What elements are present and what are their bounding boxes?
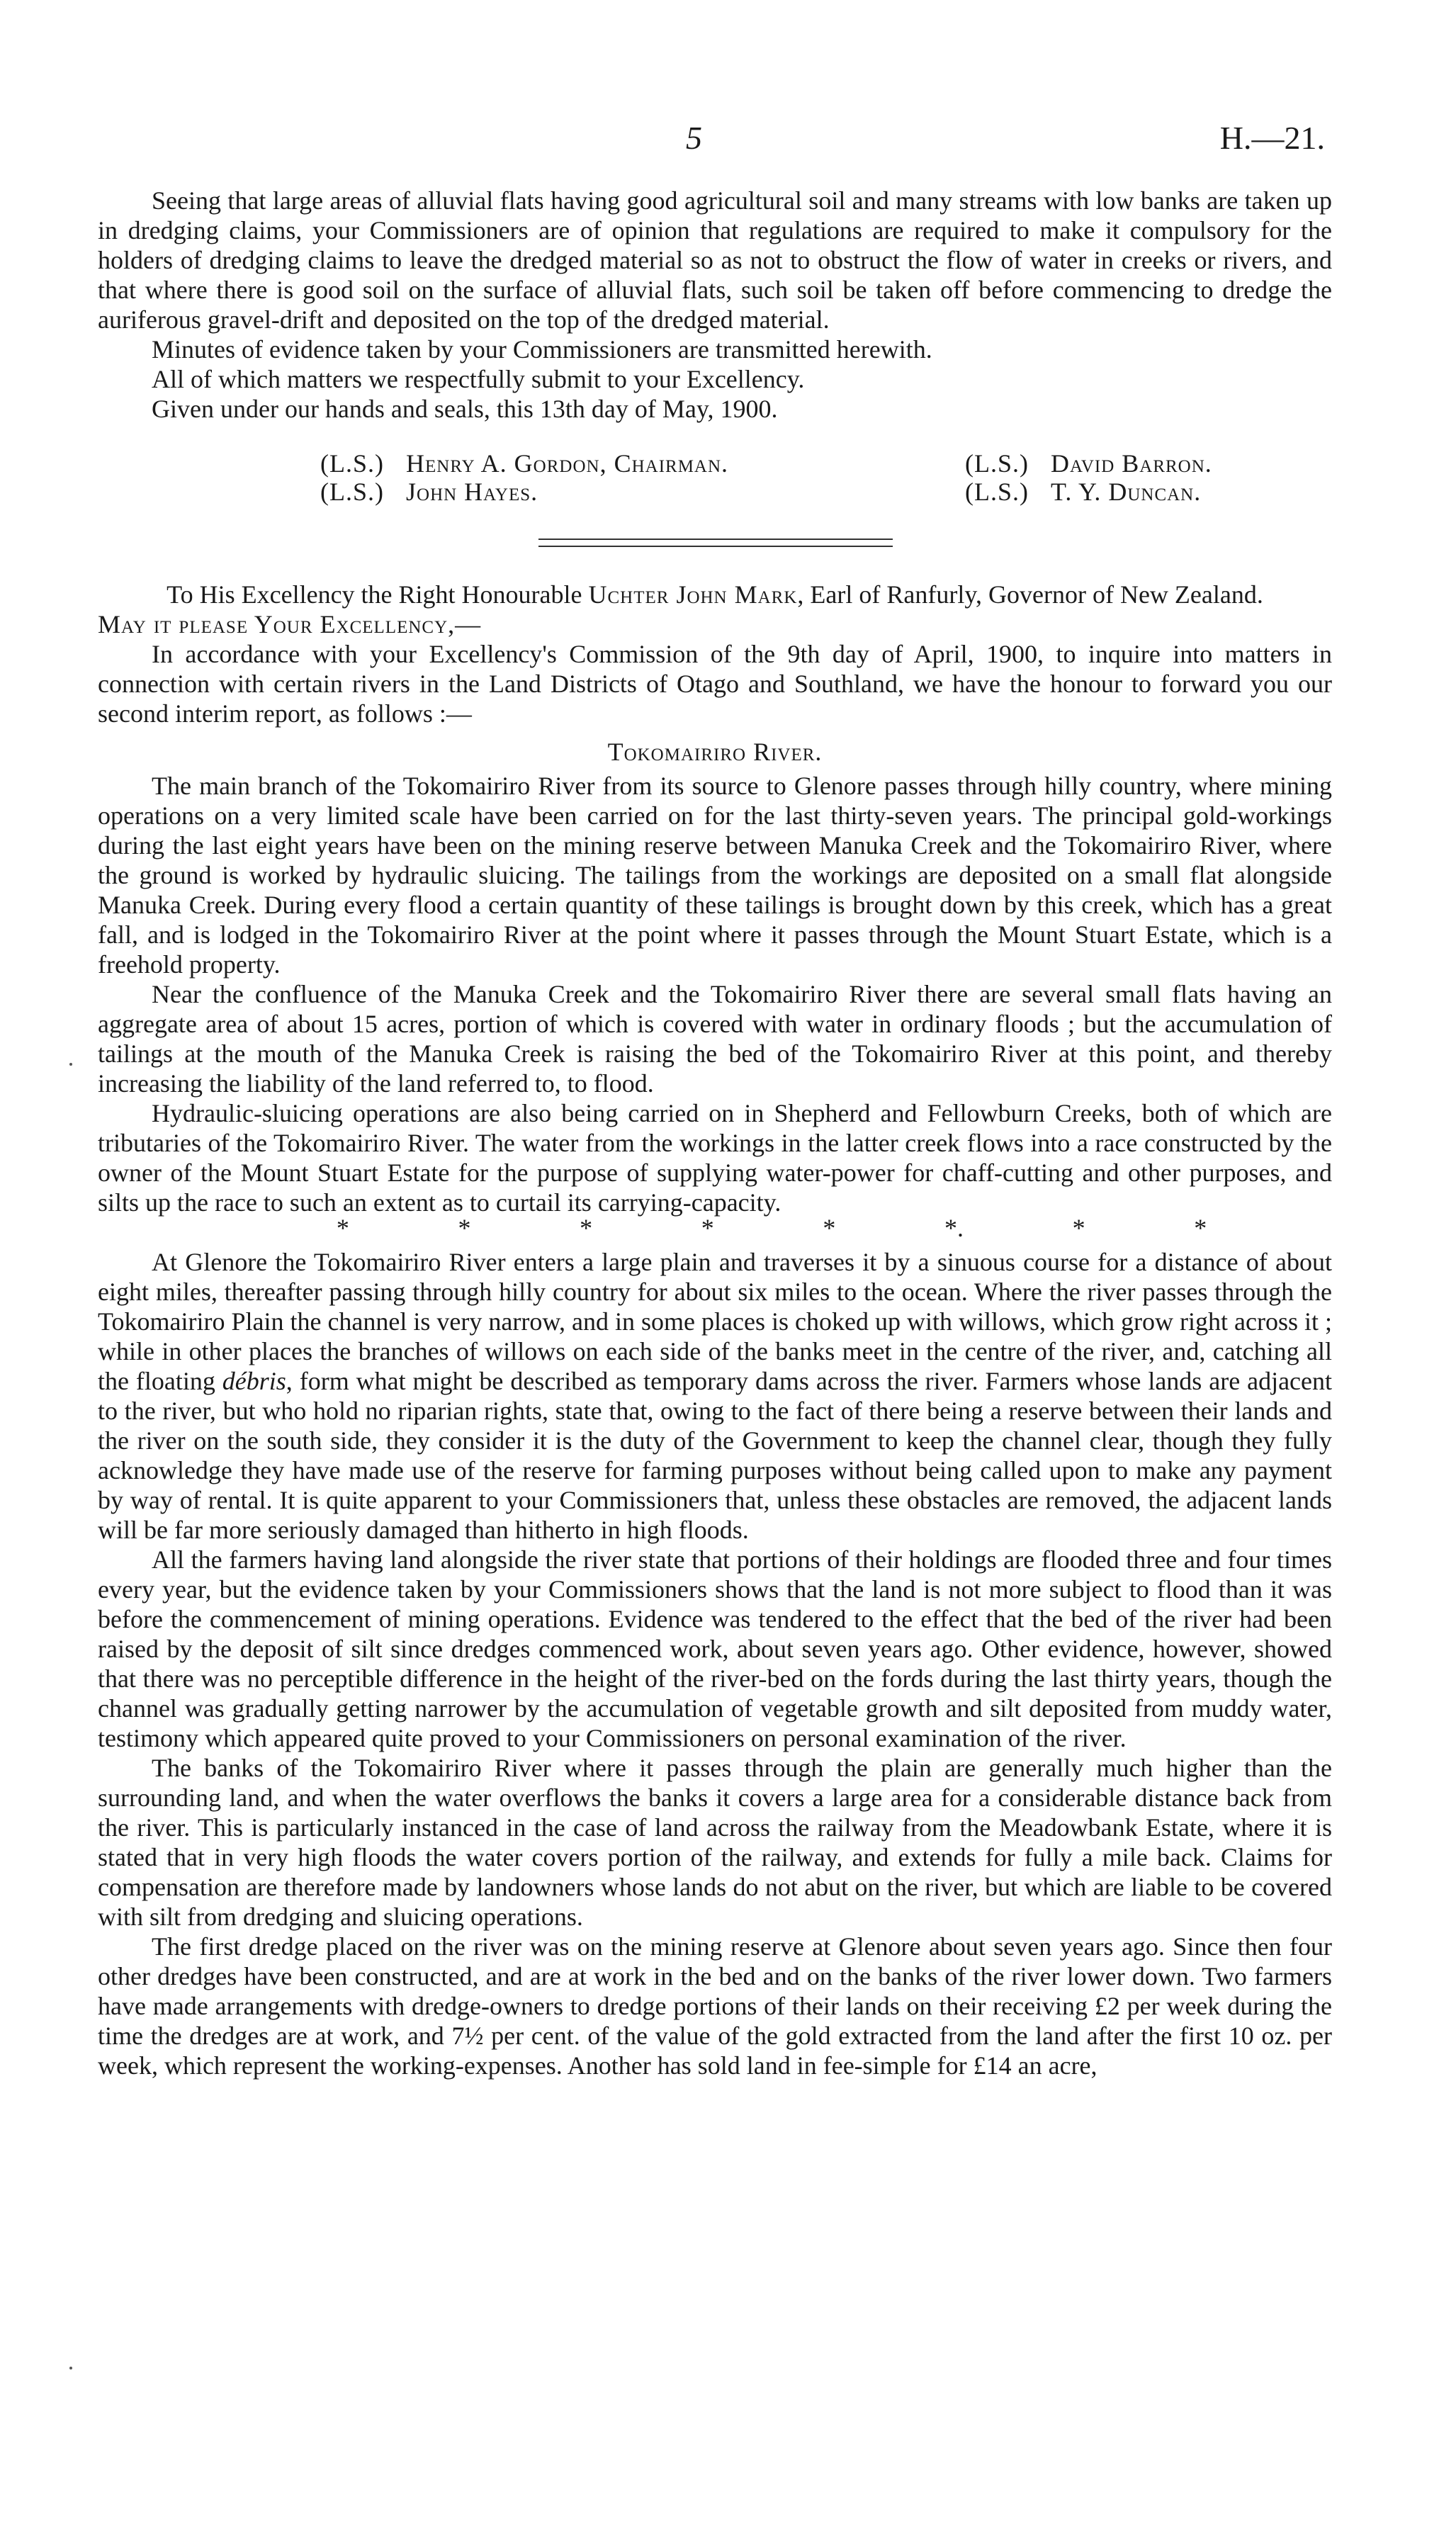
seal-mark: (L.S.) bbox=[320, 449, 384, 478]
seal-mark: (L.S.) bbox=[965, 478, 1029, 506]
paragraph-flooding: All the farmers having land alongside the river state that portions of their holdings are flooded three and four times every year, but the evidence taken by your Commissioners shows that the land is not more subject to flood than it was before the commencement of mining operations. Evidence was tendered to the effect that the bed of the river had been raised by the deposit of silt since dredges commenced work, about seven years ago. Other evidence, however, showed that there was no perceptible difference in the height of the river-bed on the fords during the last thirty years, though the channel was gradually getting narrower by the accumulation of vegetable growth and silt deposited from muddy water, testimony which appeared quite proved to your Commissioners on personal examination of the river. bbox=[98, 1545, 1332, 1752]
address-line: To His Excellency the Right Honourable Uchter John Mark, Earl of Ranfurly, Governor of New Zealand. bbox=[167, 580, 1263, 609]
section-divider bbox=[538, 539, 893, 540]
seal-mark: (L.S.) bbox=[965, 449, 1029, 478]
signature-duncan bbox=[965, 478, 1201, 506]
omission-asterisks bbox=[98, 1213, 1332, 1243]
paragraph-river-banks: The banks of the Tokomairiro River where it passes through the plain are generally much higher than the surrounding land, and when the water overflows the banks it covers a large area for a considerable distance back from the river. This is particularly instanced in the case of land across the railway from the Meadowbank Estate, where it is stated that in very high floods the water covers portion of the railway, and extends for fully a mile back. Claims for compensation are therefore made by landowners whose lands do not abut on the river, but which are liable to be covered with silt from dredging and sluicing operations. bbox=[98, 1754, 1332, 1931]
asterisk: * bbox=[580, 1214, 593, 1242]
signatory-name: David Barron. bbox=[1051, 449, 1212, 478]
paragraph-given: Given under our hands and seals, this 13th day of May, 1900. bbox=[152, 395, 778, 423]
section-heading: Tokomairiro River. bbox=[607, 738, 823, 766]
signatory-name: Henry A. Gordon, Chairman. bbox=[406, 449, 729, 478]
paragraph-minutes: Minutes of evidence taken by your Commissioners are transmitted herewith. bbox=[152, 335, 932, 364]
signature-hayes bbox=[320, 478, 538, 506]
page-number: 5 bbox=[686, 120, 702, 156]
report-conclusion bbox=[98, 186, 1332, 424]
margin-speck bbox=[69, 2367, 72, 2369]
paragraph-submission: All of which matters we respectfully submit to your Excellency. bbox=[152, 365, 805, 393]
paragraph-intro: In accordance with your Excellency's Commission of the 9th day of April, 1900, to inquire into matters in connection with certain rivers in the Land Districts of Otago and Southland, we have the honour to forward you our second interim report, as follows :— bbox=[98, 640, 1332, 728]
paragraph-first-dredge: The first dredge placed on the river was on the mining reserve at Glenore about seven years ago. Since then four other dredges have been constructed, and are at work in the bed and on the banks of the river lower down. Two farmers have made arrangements with dredge-owners to dredge portions of their lands on their receiving £2 per week during the time the dredges are at work, and 7½ per cent. of the value of the gold extracted from the land after the first 10 oz. per week, which represent the working-expenses. Another has sold land in fee-simple for £14 an acre, bbox=[98, 1932, 1332, 2080]
asterisk: * bbox=[336, 1214, 349, 1242]
paragraph-hydraulic-sluicing: Hydraulic-sluicing operations are also being carried on in Shepherd and Fellowburn Creeks, both of which are tributaries of the Tokomairiro River. The water from the workings in the latter creek flows into a race constructed by the owner of the Mount Stuart Estate for the purpose of supplying water-power for chaff-cutting and other purposes, and silts up the race to such an extent as to curtail its carrying-capacity. bbox=[98, 1099, 1332, 1217]
signatory-name: John Hayes. bbox=[406, 478, 538, 506]
paragraph-confluence: Near the confluence of the Manuka Creek and the Tokomairiro River there are several small flats having an aggregate area of about 15 acres, portion of which is covered with water in ordinary floods ; but the accumulation of tailings at the mouth of the Manuka Creek is raising the bed of the Tokomairiro River at this point, and thereby increasing the liability of the land referred to, to flood. bbox=[98, 980, 1332, 1098]
asterisk: *. bbox=[944, 1214, 964, 1242]
asterisk: * bbox=[701, 1214, 714, 1242]
seal-mark: (L.S.) bbox=[320, 478, 384, 506]
addressee-name: Uchter John Mark bbox=[588, 580, 798, 609]
signatory-name: T. Y. Duncan. bbox=[1051, 478, 1202, 506]
second-interim-report bbox=[98, 580, 1332, 2080]
salutation: May it please Your Excellency,— bbox=[98, 610, 482, 638]
asterisk: * bbox=[458, 1214, 471, 1242]
paragraph-glenore-plain: At Glenore the Tokomairiro River enters a large plain and traverses it by a sinuous course for a distance of about eight miles, thereafter passing through hilly country for about six miles to the ocean. Where the river passes through the Tokomairiro Plain the channel is very narrow, and in some places is choked up with willows, which grow right across it ; while in other places the branches of willows on each side of the banks meet in the centre of the river, and, catching all the floating débris, form what might be described as temporary dams across the river. Farmers whose lands are adjacent to the river, but who hold no riparian rights, state that, owing to the fact of there being a reserve between their lands and the river on the south side, they consider it is the duty of the Government to keep the channel clear, though they fully acknowledge they have made use of the reserve for farming purposes without being called upon to make any payment by way of rental. It is quite apparent to your Commissioners that, unless these obstacles are removed, the adjacent lands will be far more seriously damaged than hitherto in high floods. bbox=[98, 1248, 1333, 1544]
signature-gordon bbox=[320, 449, 728, 478]
signature-barron bbox=[965, 449, 1212, 478]
paragraph-dredging-regulations: Seeing that large areas of alluvial flats having good agricultural soil and many streams with low banks are taken up in dredging claims, your Commissioners are of opinion that regulations are required to make it compulsory for the holders of dredging claims to leave the dredged material so as not to obstruct the flow of water in creeks or rivers, and that where there is good soil on the surface of alluvial flats, such soil be taken off before commencing to dredge the auriferous gravel-drift and deposited on the top of the dredged material. bbox=[98, 186, 1332, 334]
margin-speck bbox=[69, 1063, 72, 1066]
paragraph-main-branch: The main branch of the Tokomairiro River from its source to Glenore passes through hilly country, where mining operations on a very limited scale have been carried on for the last thirty-seven years. The principal gold-workings during the last eight years have been on the mining reserve between Manuka Creek and the Tokomairiro River, where the ground is worked by hydraulic sluicing. The tailings from the workings are deposited on a small flat alongside Manuka Creek. During every flood a certain quantity of these tailings is brought down by this creek, which has a great fall, and is lodged in the Tokomairiro River at the point where it passes through the Mount Stuart Estate, which is a freehold property. bbox=[98, 772, 1332, 979]
document-reference: H.—21. bbox=[1219, 120, 1325, 156]
asterisk: * bbox=[1194, 1214, 1207, 1242]
asterisk: * bbox=[1072, 1214, 1085, 1242]
section-divider bbox=[538, 546, 893, 547]
asterisk: * bbox=[823, 1214, 836, 1242]
